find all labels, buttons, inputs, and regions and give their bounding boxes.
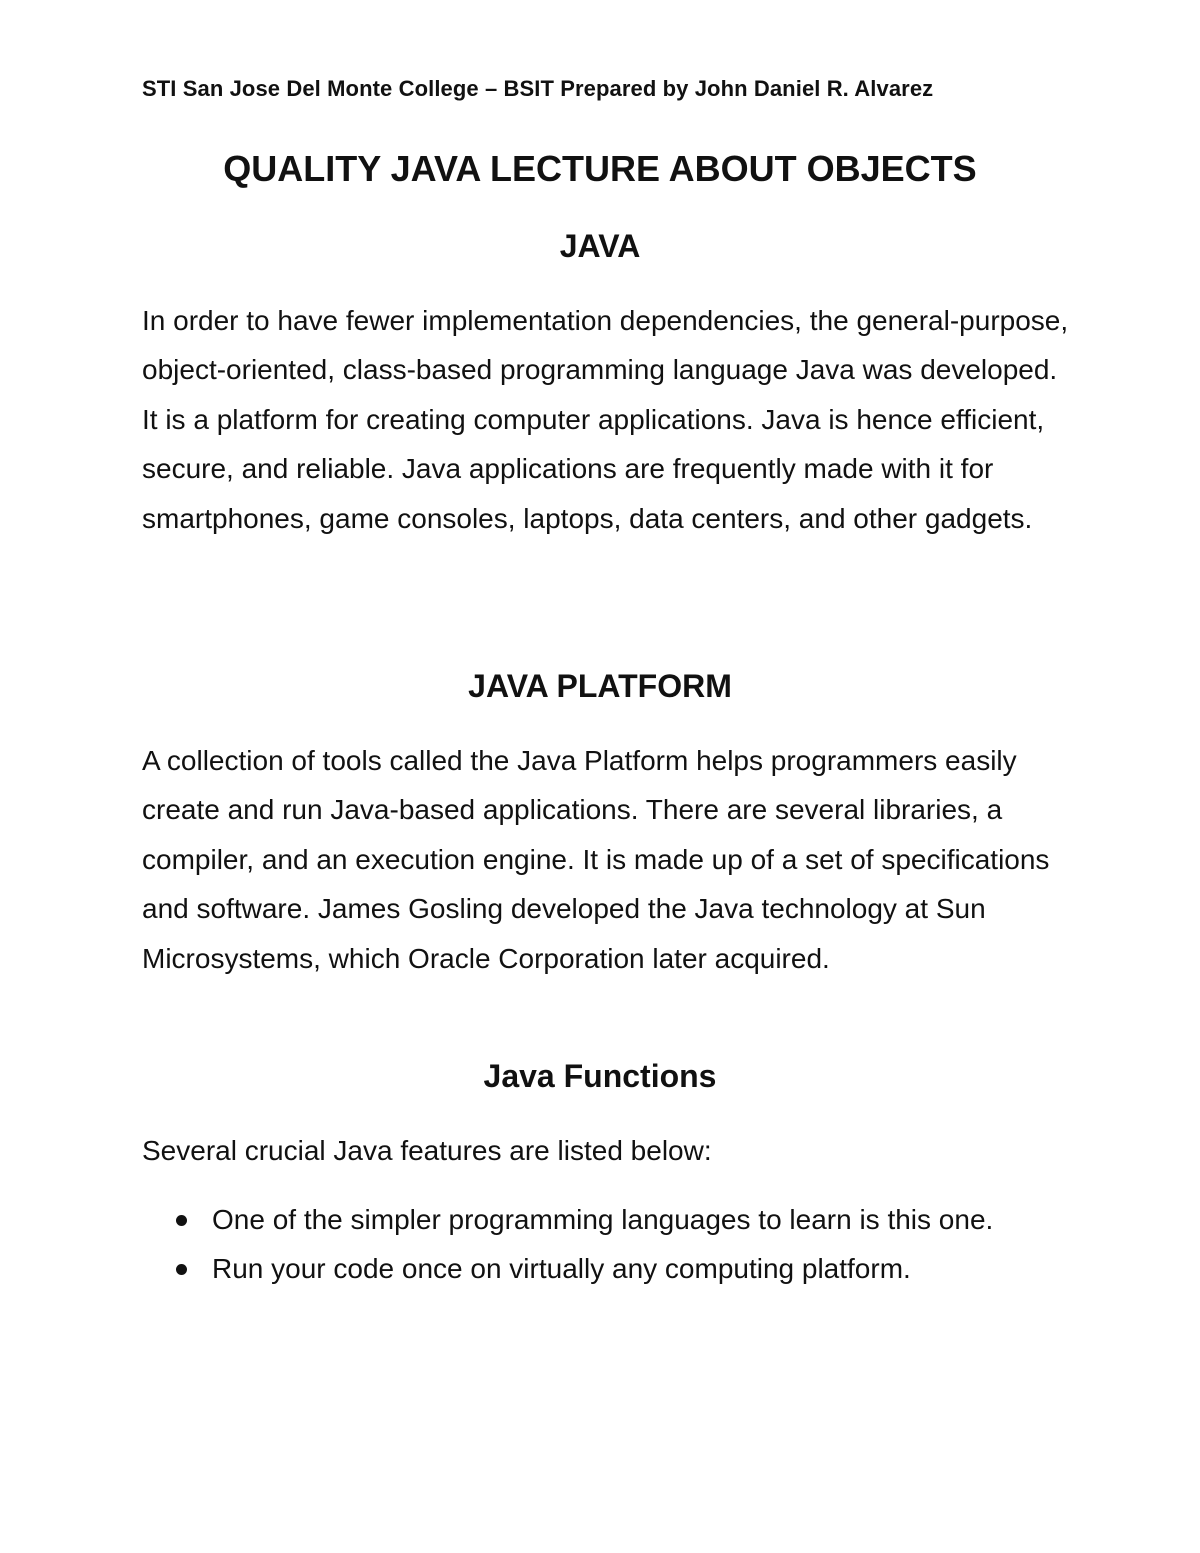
section-paragraph-java-platform: A collection of tools called the Java Platform helps programmers easily create and run Java-based applications. There are several libraries, a compiler, and an execution engine. It is made up of a set of specifications and software. James Gosling developed the Java technology at Sun Microsystems, which Oracle Corporation later acquired. bbox=[142, 745, 1050, 974]
list-item-text: One of the simpler programming languages to learn is this one. bbox=[212, 1204, 994, 1235]
section-paragraph-java: In order to have fewer implementation dependencies, the general-purpose, object-oriented, class-based programming language Java was developed. It is a platform for creating computer applications. Java is hence efficient, secure, and reliable. Java applications are frequently made with it for smartphones, game consoles, laptops, data centers, and other gadgets. bbox=[142, 305, 1069, 534]
page-header: STI San Jose Del Monte College – BSIT Prepared by John Daniel R. Alvarez bbox=[142, 76, 934, 101]
section-heading-java-platform: JAVA PLATFORM bbox=[468, 668, 732, 704]
section-paragraph-java-functions: Several crucial Java features are listed below: bbox=[142, 1135, 712, 1166]
list-item-text: Run your code once on virtually any computing platform. bbox=[212, 1253, 911, 1285]
section-heading-java: JAVA bbox=[559, 228, 641, 264]
bullet-icon bbox=[176, 1264, 187, 1275]
bullet-icon bbox=[176, 1215, 187, 1226]
list-item bbox=[142, 1244, 1072, 1293]
document-title: QUALITY JAVA LECTURE ABOUT OBJECTS bbox=[223, 148, 977, 189]
features-list bbox=[142, 1195, 1072, 1294]
section-heading-java-functions: Java Functions bbox=[483, 1058, 717, 1094]
list-item bbox=[142, 1195, 1072, 1244]
